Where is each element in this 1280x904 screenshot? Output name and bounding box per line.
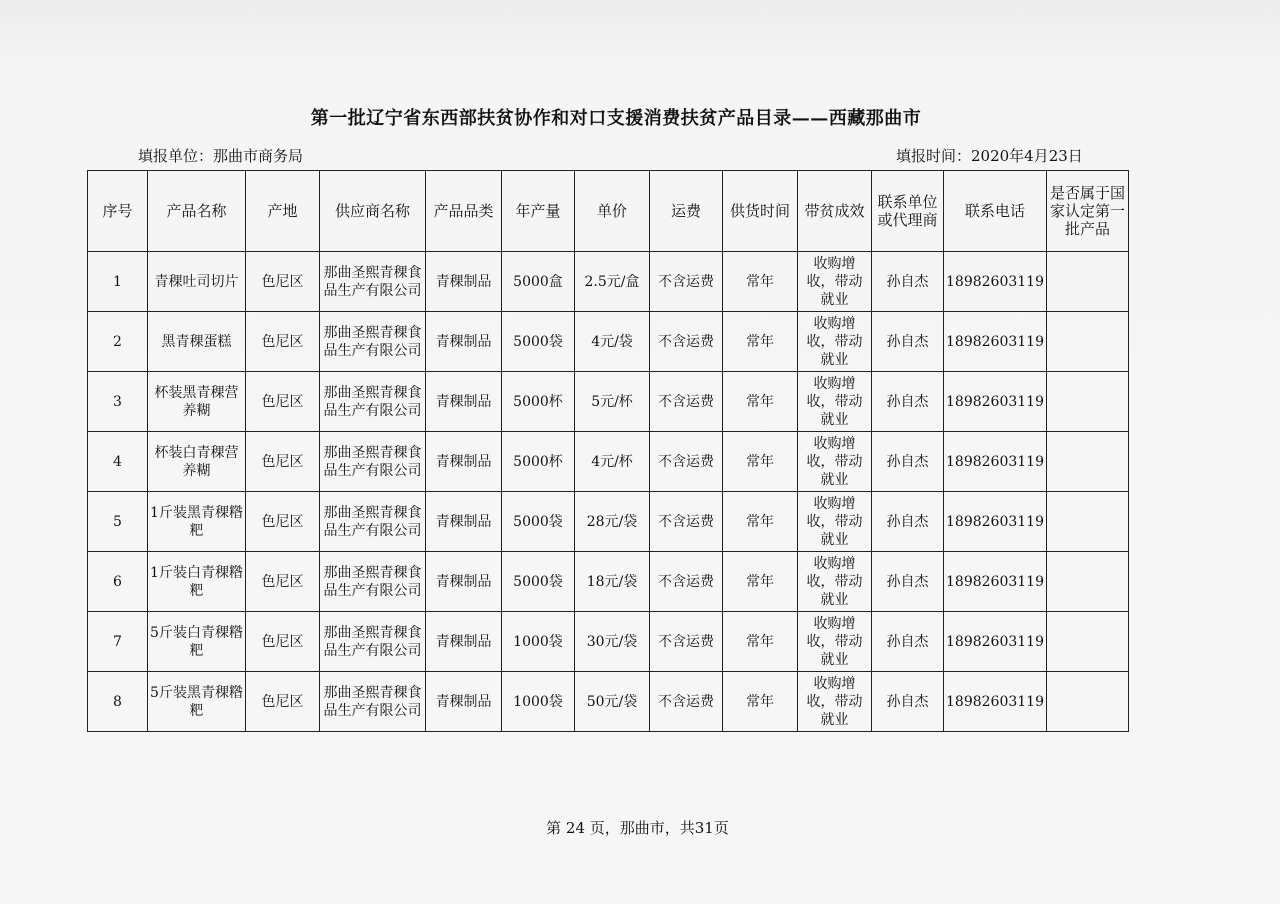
cell-col-national-certified xyxy=(1047,672,1129,732)
cell-col-shipping: 不含运费 xyxy=(650,372,723,432)
cell-col-shipping: 不含运费 xyxy=(650,312,723,372)
cell-col-supply-time: 常年 xyxy=(723,492,798,552)
cell-col-contact: 孙自杰 xyxy=(872,612,944,672)
cell-col-supply-time: 常年 xyxy=(723,672,798,732)
cell-col-origin: 色尼区 xyxy=(246,432,320,492)
table-body xyxy=(88,252,1129,732)
cell-col-annual-output: 5000杯 xyxy=(502,432,575,492)
table-row xyxy=(88,672,1129,732)
cell-col-national-certified xyxy=(1047,612,1129,672)
cell-col-phone: 18982603119 xyxy=(944,372,1047,432)
cell-col-poverty-effect: 收购增收，带动就业 xyxy=(798,672,872,732)
cell-col-supply-time: 常年 xyxy=(723,432,798,492)
cell-col-category: 青稞制品 xyxy=(426,672,502,732)
cell-col-origin: 色尼区 xyxy=(246,312,320,372)
cell-col-category: 青稞制品 xyxy=(426,432,502,492)
table-row xyxy=(88,612,1129,672)
cell-col-annual-output: 5000杯 xyxy=(502,372,575,432)
header-col-contact: 联系单位或代理商 xyxy=(872,171,944,252)
header-col-phone: 联系电话 xyxy=(944,171,1047,252)
cell-col-index: 5 xyxy=(88,492,148,552)
cell-col-index: 4 xyxy=(88,432,148,492)
cell-col-poverty-effect: 收购增收，带动就业 xyxy=(798,252,872,312)
cell-col-unit-price: 2.5元/盒 xyxy=(575,252,650,312)
cell-col-poverty-effect: 收购增收，带动就业 xyxy=(798,552,872,612)
cell-col-origin: 色尼区 xyxy=(246,552,320,612)
cell-col-index: 8 xyxy=(88,672,148,732)
cell-col-shipping: 不含运费 xyxy=(650,252,723,312)
cell-col-supplier: 那曲圣熙青稞食品生产有限公司 xyxy=(320,432,426,492)
cell-col-supplier: 那曲圣熙青稞食品生产有限公司 xyxy=(320,312,426,372)
cell-col-poverty-effect: 收购增收，带动就业 xyxy=(798,312,872,372)
cell-col-product-name: 杯装白青稞营养糊 xyxy=(148,432,246,492)
header-col-supplier: 供应商名称 xyxy=(320,171,426,252)
cell-col-index: 7 xyxy=(88,612,148,672)
cell-col-unit-price: 4元/杯 xyxy=(575,432,650,492)
cell-col-product-name: 1斤装白青稞糌粑 xyxy=(148,552,246,612)
cell-col-origin: 色尼区 xyxy=(246,372,320,432)
cell-col-origin: 色尼区 xyxy=(246,612,320,672)
document-title: 第一批辽宁省东西部扶贫协作和对口支援消费扶贫产品目录——西藏那曲市 xyxy=(310,108,922,129)
cell-col-national-certified xyxy=(1047,252,1129,312)
cell-col-supply-time: 常年 xyxy=(723,612,798,672)
cell-col-phone: 18982603119 xyxy=(944,552,1047,612)
cell-col-unit-price: 5元/杯 xyxy=(575,372,650,432)
cell-col-contact: 孙自杰 xyxy=(872,552,944,612)
cell-col-annual-output: 5000盒 xyxy=(502,252,575,312)
cell-col-product-name: 青稞吐司切片 xyxy=(148,252,246,312)
table-row xyxy=(88,552,1129,612)
header-col-origin: 产地 xyxy=(246,171,320,252)
cell-col-poverty-effect: 收购增收，带动就业 xyxy=(798,432,872,492)
cell-col-category: 青稞制品 xyxy=(426,492,502,552)
cell-col-category: 青稞制品 xyxy=(426,372,502,432)
header-col-shipping: 运费 xyxy=(650,171,723,252)
cell-col-origin: 色尼区 xyxy=(246,672,320,732)
cell-col-product-name: 5斤装黑青稞糌粑 xyxy=(148,672,246,732)
cell-col-poverty-effect: 收购增收，带动就业 xyxy=(798,492,872,552)
cell-col-category: 青稞制品 xyxy=(426,312,502,372)
table-header-row xyxy=(88,171,1129,252)
cell-col-shipping: 不含运费 xyxy=(650,672,723,732)
cell-col-shipping: 不含运费 xyxy=(650,612,723,672)
page-footer: 第 24 页，那曲市，共31页 xyxy=(546,819,729,837)
cell-col-phone: 18982603119 xyxy=(944,252,1047,312)
cell-col-contact: 孙自杰 xyxy=(872,492,944,552)
cell-col-product-name: 1斤装黑青稞糌粑 xyxy=(148,492,246,552)
cell-col-annual-output: 1000袋 xyxy=(502,672,575,732)
header-col-unit-price: 单价 xyxy=(575,171,650,252)
cell-col-index: 3 xyxy=(88,372,148,432)
cell-col-annual-output: 5000袋 xyxy=(502,492,575,552)
cell-col-supplier: 那曲圣熙青稞食品生产有限公司 xyxy=(320,672,426,732)
cell-col-product-name: 黑青稞蛋糕 xyxy=(148,312,246,372)
cell-col-poverty-effect: 收购增收，带动就业 xyxy=(798,372,872,432)
cell-col-unit-price: 50元/袋 xyxy=(575,672,650,732)
cell-col-product-name: 杯装黑青稞营养糊 xyxy=(148,372,246,432)
header-col-annual-output: 年产量 xyxy=(502,171,575,252)
cell-col-national-certified xyxy=(1047,432,1129,492)
cell-col-contact: 孙自杰 xyxy=(872,672,944,732)
cell-col-origin: 色尼区 xyxy=(246,252,320,312)
cell-col-category: 青稞制品 xyxy=(426,552,502,612)
cell-col-category: 青稞制品 xyxy=(426,612,502,672)
cell-col-annual-output: 5000袋 xyxy=(502,312,575,372)
table-row xyxy=(88,252,1129,312)
product-catalog-table xyxy=(87,170,1129,732)
cell-col-supply-time: 常年 xyxy=(723,552,798,612)
cell-col-national-certified xyxy=(1047,372,1129,432)
cell-col-phone: 18982603119 xyxy=(944,312,1047,372)
cell-col-index: 2 xyxy=(88,312,148,372)
table-row xyxy=(88,432,1129,492)
cell-col-product-name: 5斤装白青稞糌粑 xyxy=(148,612,246,672)
header-col-index: 序号 xyxy=(88,171,148,252)
cell-col-index: 6 xyxy=(88,552,148,612)
cell-col-annual-output: 1000袋 xyxy=(502,612,575,672)
cell-col-supplier: 那曲圣熙青稞食品生产有限公司 xyxy=(320,372,426,432)
header-col-supply-time: 供货时间 xyxy=(723,171,798,252)
table-row xyxy=(88,312,1129,372)
cell-col-unit-price: 18元/袋 xyxy=(575,552,650,612)
cell-col-supply-time: 常年 xyxy=(723,252,798,312)
reporting-date: 填报时间：2020年4月23日 xyxy=(896,147,1083,165)
cell-col-supply-time: 常年 xyxy=(723,372,798,432)
cell-col-contact: 孙自杰 xyxy=(872,312,944,372)
cell-col-unit-price: 28元/袋 xyxy=(575,492,650,552)
cell-col-index: 1 xyxy=(88,252,148,312)
table-row xyxy=(88,492,1129,552)
cell-col-contact: 孙自杰 xyxy=(872,432,944,492)
cell-col-supplier: 那曲圣熙青稞食品生产有限公司 xyxy=(320,552,426,612)
cell-col-national-certified xyxy=(1047,312,1129,372)
cell-col-phone: 18982603119 xyxy=(944,612,1047,672)
cell-col-supplier: 那曲圣熙青稞食品生产有限公司 xyxy=(320,492,426,552)
cell-col-phone: 18982603119 xyxy=(944,432,1047,492)
cell-col-poverty-effect: 收购增收，带动就业 xyxy=(798,612,872,672)
cell-col-supplier: 那曲圣熙青稞食品生产有限公司 xyxy=(320,612,426,672)
cell-col-contact: 孙自杰 xyxy=(872,252,944,312)
cell-col-category: 青稞制品 xyxy=(426,252,502,312)
cell-col-unit-price: 30元/袋 xyxy=(575,612,650,672)
cell-col-unit-price: 4元/袋 xyxy=(575,312,650,372)
cell-col-phone: 18982603119 xyxy=(944,672,1047,732)
cell-col-shipping: 不含运费 xyxy=(650,432,723,492)
header-col-product-name: 产品名称 xyxy=(148,171,246,252)
header-col-poverty-effect: 带贫成效 xyxy=(798,171,872,252)
cell-col-phone: 18982603119 xyxy=(944,492,1047,552)
cell-col-national-certified xyxy=(1047,492,1129,552)
table-row xyxy=(88,372,1129,432)
header-col-category: 产品品类 xyxy=(426,171,502,252)
cell-col-shipping: 不含运费 xyxy=(650,492,723,552)
cell-col-origin: 色尼区 xyxy=(246,492,320,552)
cell-col-national-certified xyxy=(1047,552,1129,612)
reporting-unit: 填报单位：那曲市商务局 xyxy=(138,147,304,165)
cell-col-annual-output: 5000袋 xyxy=(502,552,575,612)
cell-col-supplier: 那曲圣熙青稞食品生产有限公司 xyxy=(320,252,426,312)
cell-col-contact: 孙自杰 xyxy=(872,372,944,432)
cell-col-supply-time: 常年 xyxy=(723,312,798,372)
cell-col-shipping: 不含运费 xyxy=(650,552,723,612)
header-col-national-certified: 是否属于国家认定第一批产品 xyxy=(1047,171,1129,252)
